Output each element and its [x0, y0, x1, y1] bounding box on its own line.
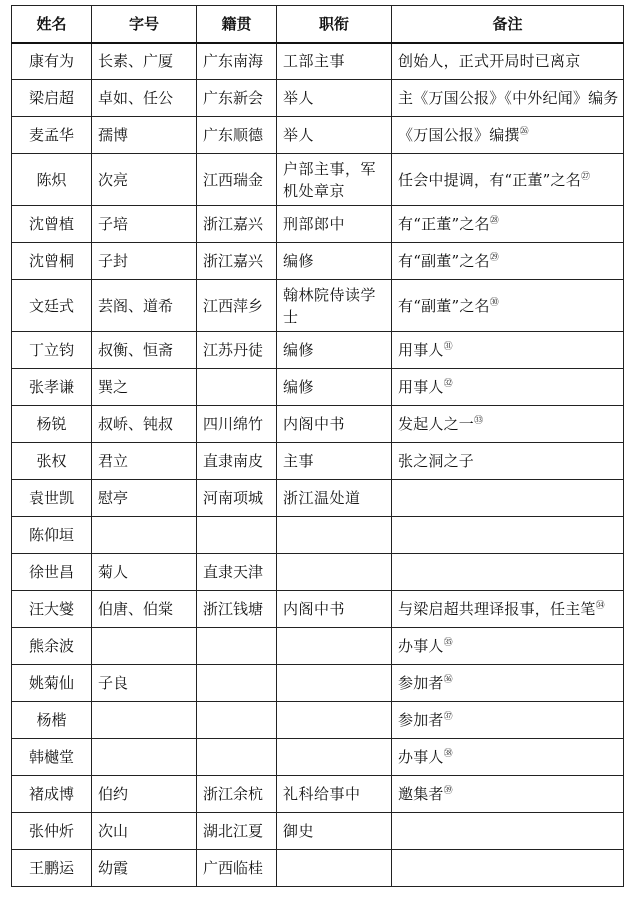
cell-zhixian-text: 工部主事 — [283, 52, 346, 71]
cell-zihao-text: 伯唐、伯棠 — [98, 600, 174, 618]
cell-zhixian-text: 编修 — [283, 341, 315, 359]
table-row — [12, 591, 624, 628]
cell-beizhu-text: 《万国公报》编撰 — [398, 126, 520, 144]
table-row — [12, 554, 624, 591]
cell-beizhu — [392, 406, 624, 443]
footnote-marker: ㉙ — [489, 253, 499, 263]
cell-zhixian-text: 户部主事，军机处章京 — [283, 159, 377, 200]
footnote-marker: ㉜ — [443, 379, 453, 389]
cell-name-text: 杨楷 — [36, 711, 67, 729]
cell-zhixian — [277, 702, 392, 739]
header-zihao: 字号 — [92, 6, 197, 43]
cell-name-text: 袁世凯 — [28, 489, 74, 507]
cell-name-text: 沈曾植 — [28, 215, 74, 233]
table-row — [12, 702, 624, 739]
footnote-marker: ㉖ — [519, 127, 529, 137]
cell-zhixian — [277, 406, 392, 443]
cell-zihao — [92, 702, 197, 739]
cell-zihao — [92, 850, 197, 887]
cell-beizhu-text: 办事人 — [398, 637, 444, 655]
cell-zihao-text: 君立 — [98, 452, 129, 470]
cell-beizhu-text: 发起人之一 — [398, 415, 475, 433]
cell-zihao-text: 叔峤、钝叔 — [98, 415, 174, 433]
cell-jiguan — [197, 280, 277, 332]
cell-zihao — [92, 280, 197, 332]
cell-beizhu — [392, 206, 624, 243]
cell-beizhu — [392, 776, 624, 813]
cell-name-text: 韩樾堂 — [28, 748, 74, 766]
cell-beizhu-text: 有“副董”之名 — [398, 252, 490, 270]
cell-name-text: 康有为 — [28, 52, 74, 71]
cell-name — [12, 776, 92, 813]
cell-name — [12, 702, 92, 739]
cell-name — [12, 369, 92, 406]
cell-beizhu — [392, 739, 624, 776]
table-row — [12, 332, 624, 369]
cell-zhixian — [277, 517, 392, 554]
cell-zihao — [92, 206, 197, 243]
cell-zhixian-text: 编修 — [283, 252, 315, 270]
footnote-marker: ㊲ — [443, 712, 453, 722]
cell-name — [12, 517, 92, 554]
cell-name-text: 汪大燮 — [28, 600, 74, 618]
table-row — [12, 850, 624, 887]
footnote-marker: ㊱ — [443, 675, 453, 685]
cell-beizhu-text: 有“副董”之名 — [398, 296, 490, 315]
cell-zihao — [92, 43, 197, 80]
cell-name-text: 徐世昌 — [28, 563, 74, 581]
cell-beizhu-text: 邀集者 — [398, 785, 444, 803]
cell-zhixian — [277, 628, 392, 665]
table-row — [12, 517, 624, 554]
cell-zhixian — [277, 154, 392, 206]
cell-zhixian-text: 内阁中书 — [283, 600, 346, 618]
table-row — [12, 206, 624, 243]
cell-zihao-text: 巽之 — [98, 378, 129, 396]
cell-name-text: 张孝谦 — [28, 378, 74, 396]
cell-jiguan-text: 江西瑞金 — [203, 170, 264, 189]
cell-name — [12, 480, 92, 517]
cell-jiguan — [197, 517, 277, 554]
cell-zhixian-text: 举人 — [283, 89, 315, 107]
cell-jiguan-text: 广西临桂 — [203, 859, 264, 877]
cell-zihao-text: 次山 — [98, 822, 129, 840]
table-row — [12, 776, 624, 813]
cell-zhixian — [277, 480, 392, 517]
cell-jiguan-text: 直隶南皮 — [203, 452, 264, 470]
cell-jiguan — [197, 43, 277, 80]
table-row — [12, 480, 624, 517]
cell-zihao — [92, 517, 197, 554]
cell-zhixian-text: 编修 — [283, 378, 315, 396]
table-row — [12, 813, 624, 850]
cell-jiguan-text: 浙江嘉兴 — [203, 215, 264, 233]
table-row — [12, 665, 624, 702]
cell-zihao — [92, 80, 197, 117]
cell-beizhu-text: 参加者 — [398, 711, 444, 729]
members-table — [11, 5, 624, 887]
cell-beizhu — [392, 813, 624, 850]
cell-jiguan — [197, 206, 277, 243]
cell-name — [12, 739, 92, 776]
cell-beizhu — [392, 480, 624, 517]
cell-zhixian — [277, 117, 392, 154]
cell-zihao-text: 子培 — [98, 215, 129, 233]
cell-jiguan — [197, 480, 277, 517]
cell-name — [12, 243, 92, 280]
cell-name — [12, 665, 92, 702]
cell-name — [12, 80, 92, 117]
cell-beizhu — [392, 243, 624, 280]
cell-zhixian — [277, 554, 392, 591]
cell-beizhu-text: 主《万国公报》《中外纪闻》编务 — [398, 89, 619, 107]
cell-zhixian — [277, 591, 392, 628]
cell-jiguan — [197, 443, 277, 480]
cell-jiguan-text: 广东顺德 — [203, 126, 264, 144]
cell-jiguan — [197, 702, 277, 739]
cell-name-text: 姚菊仙 — [28, 674, 74, 692]
table-row — [12, 628, 624, 665]
cell-beizhu — [392, 154, 624, 206]
table-row — [12, 43, 624, 80]
table-row — [12, 443, 624, 480]
cell-zihao — [92, 628, 197, 665]
cell-name-text: 陈炽 — [36, 170, 67, 189]
cell-beizhu-text: 与梁启超共理译报事，任主笔 — [398, 600, 596, 618]
footnote-marker: ㉗ — [580, 171, 591, 182]
cell-name-text: 褚成博 — [28, 785, 74, 803]
header-zhixian: 职衔 — [277, 6, 392, 43]
cell-jiguan — [197, 813, 277, 850]
cell-zihao-text: 芸阁、道希 — [98, 296, 174, 315]
cell-jiguan-text: 浙江嘉兴 — [203, 252, 264, 270]
cell-zihao — [92, 443, 197, 480]
table-row — [12, 243, 624, 280]
cell-beizhu — [392, 702, 624, 739]
cell-jiguan — [197, 332, 277, 369]
table-row — [12, 369, 624, 406]
cell-jiguan-text: 江苏丹徒 — [203, 341, 264, 359]
cell-beizhu — [392, 117, 624, 154]
cell-name-text: 陈仰垣 — [28, 526, 74, 544]
cell-beizhu — [392, 517, 624, 554]
cell-zihao-text: 长素、广厦 — [98, 52, 174, 71]
cell-zhixian-text: 刑部郎中 — [283, 215, 346, 233]
cell-name — [12, 628, 92, 665]
cell-zhixian — [277, 80, 392, 117]
cell-name — [12, 850, 92, 887]
footnote-marker: ㉝ — [474, 416, 484, 426]
cell-zihao — [92, 154, 197, 206]
cell-beizhu-text: 创始人，正式开局时已离京 — [398, 52, 581, 71]
cell-zihao-text: 幼霞 — [98, 859, 129, 877]
cell-name-text: 丁立钧 — [28, 341, 74, 359]
cell-zihao — [92, 776, 197, 813]
cell-zhixian — [277, 850, 392, 887]
header-row — [12, 6, 624, 43]
cell-jiguan-text: 浙江余杭 — [203, 785, 264, 803]
footnote-marker: ㊳ — [443, 749, 453, 759]
cell-name-text: 张权 — [36, 452, 67, 470]
cell-zihao — [92, 480, 197, 517]
table-row — [12, 154, 624, 206]
cell-zihao — [92, 369, 197, 406]
header-name: 姓名 — [12, 6, 92, 43]
cell-name-text: 沈曾桐 — [28, 252, 74, 270]
cell-zhixian-text: 御史 — [283, 822, 315, 840]
cell-zhixian — [277, 332, 392, 369]
cell-zihao-text: 菊人 — [98, 563, 129, 581]
cell-name — [12, 554, 92, 591]
cell-zhixian-text: 内阁中书 — [283, 415, 346, 433]
cell-jiguan-text: 广东新会 — [203, 89, 264, 107]
cell-beizhu — [392, 280, 624, 332]
cell-jiguan — [197, 80, 277, 117]
cell-jiguan — [197, 243, 277, 280]
cell-name — [12, 443, 92, 480]
cell-beizhu — [392, 628, 624, 665]
cell-name-text: 梁启超 — [28, 89, 74, 107]
cell-beizhu-text: 用事人 — [398, 341, 444, 359]
cell-zihao-text: 子封 — [98, 252, 129, 270]
cell-zihao — [92, 591, 197, 628]
cell-beizhu — [392, 443, 624, 480]
cell-zihao-text: 伯约 — [98, 785, 129, 803]
cell-zihao-text: 卓如、任公 — [98, 89, 174, 107]
cell-beizhu — [392, 43, 624, 80]
footnote-marker: ㉘ — [489, 216, 499, 226]
cell-zhixian — [277, 369, 392, 406]
cell-zihao-text: 叔衡、恒斋 — [98, 341, 174, 359]
cell-zhixian — [277, 443, 392, 480]
cell-zihao — [92, 117, 197, 154]
cell-beizhu-text: 办事人 — [398, 748, 444, 766]
cell-name — [12, 406, 92, 443]
cell-beizhu-text: 参加者 — [398, 674, 444, 692]
cell-jiguan — [197, 406, 277, 443]
cell-zihao — [92, 243, 197, 280]
cell-beizhu-text: 用事人 — [398, 378, 444, 396]
header-beizhu: 备注 — [392, 6, 624, 43]
cell-zhixian — [277, 243, 392, 280]
table-row — [12, 739, 624, 776]
cell-zihao-text: 孺博 — [98, 126, 129, 144]
cell-name-text: 文廷式 — [28, 296, 74, 315]
footnote-marker: ㉚ — [489, 297, 499, 308]
cell-zihao-text: 慰亭 — [98, 489, 129, 507]
cell-zhixian — [277, 206, 392, 243]
cell-jiguan — [197, 591, 277, 628]
cell-zihao — [92, 813, 197, 850]
cell-beizhu — [392, 80, 624, 117]
cell-name-text: 熊余波 — [28, 637, 74, 655]
cell-jiguan — [197, 369, 277, 406]
cell-zihao-text: 次亮 — [98, 170, 129, 189]
cell-jiguan — [197, 628, 277, 665]
cell-beizhu-text: 任会中提调，有“正董”之名 — [398, 170, 581, 189]
cell-beizhu — [392, 850, 624, 887]
cell-jiguan — [197, 154, 277, 206]
cell-jiguan-text: 浙江钱塘 — [203, 600, 264, 618]
cell-beizhu — [392, 369, 624, 406]
cell-name-text: 杨锐 — [36, 415, 67, 433]
cell-name — [12, 332, 92, 369]
cell-zihao — [92, 406, 197, 443]
cell-zhixian-text: 礼科给事中 — [283, 785, 361, 803]
cell-zhixian-text: 举人 — [283, 126, 315, 144]
cell-name-text: 王鹏运 — [28, 859, 74, 877]
cell-jiguan-text: 湖北江夏 — [203, 822, 264, 840]
cell-zhixian-text: 翰林院侍读学士 — [283, 285, 377, 326]
cell-zihao — [92, 332, 197, 369]
cell-name — [12, 591, 92, 628]
table-row — [12, 117, 624, 154]
cell-jiguan — [197, 665, 277, 702]
footnote-marker: ㉞ — [595, 601, 605, 611]
cell-jiguan — [197, 739, 277, 776]
cell-jiguan-text: 直隶天津 — [203, 563, 264, 581]
cell-jiguan-text: 四川绵竹 — [203, 415, 264, 433]
cell-zihao-text: 子良 — [98, 674, 129, 692]
cell-name — [12, 154, 92, 206]
table-row — [12, 80, 624, 117]
footnote-marker: ㉛ — [443, 342, 453, 352]
cell-zhixian-text: 浙江温处道 — [283, 489, 361, 507]
cell-beizhu — [392, 665, 624, 702]
cell-beizhu — [392, 554, 624, 591]
cell-name-text: 麦孟华 — [28, 126, 74, 144]
cell-name — [12, 206, 92, 243]
cell-jiguan — [197, 117, 277, 154]
cell-zhixian — [277, 43, 392, 80]
footnote-marker: ㊴ — [443, 786, 453, 796]
header-jiguan: 籍贯 — [197, 6, 277, 43]
cell-zihao — [92, 665, 197, 702]
cell-name — [12, 813, 92, 850]
cell-zhixian — [277, 665, 392, 702]
cell-zhixian — [277, 280, 392, 332]
cell-zhixian — [277, 813, 392, 850]
cell-beizhu — [392, 332, 624, 369]
cell-zhixian — [277, 739, 392, 776]
cell-jiguan — [197, 554, 277, 591]
cell-zihao — [92, 554, 197, 591]
cell-beizhu — [392, 591, 624, 628]
cell-name-text: 张仲炘 — [28, 822, 74, 840]
cell-zhixian-text: 主事 — [283, 452, 315, 470]
cell-name — [12, 280, 92, 332]
cell-jiguan — [197, 850, 277, 887]
cell-beizhu-text: 张之洞之子 — [398, 452, 475, 470]
table-row — [12, 406, 624, 443]
cell-zhixian — [277, 776, 392, 813]
cell-beizhu-text: 有“正董”之名 — [398, 215, 490, 233]
cell-jiguan-text: 广东南海 — [203, 52, 264, 71]
cell-jiguan-text: 河南项城 — [203, 489, 264, 507]
footnote-marker: ㉟ — [443, 638, 453, 648]
cell-zihao — [92, 739, 197, 776]
cell-name — [12, 117, 92, 154]
cell-jiguan-text: 江西萍乡 — [203, 296, 264, 315]
cell-name — [12, 43, 92, 80]
cell-jiguan — [197, 776, 277, 813]
table-row — [12, 280, 624, 332]
